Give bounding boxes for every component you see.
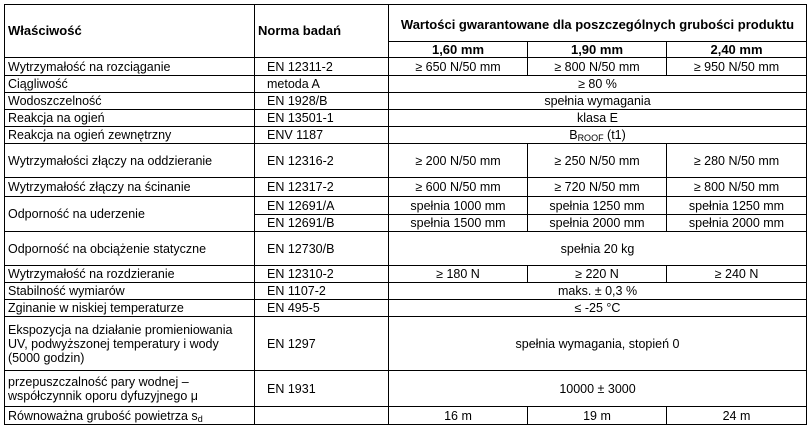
property-cell: przepuszczalność pary wodnej – współczynnik oporu dyfuzyjnego μ (5, 371, 255, 407)
value-cell: spełnia 20 kg (389, 232, 807, 266)
value-cell: ≤ -25 °C (389, 300, 807, 317)
property-cell: Ciągliwość (5, 76, 255, 93)
broof-subscript: ROOF (577, 133, 604, 143)
property-cell: Odporność na uderzenie (5, 197, 255, 232)
norm-cell: metoda A (255, 76, 389, 93)
property-cell: Wodoszczelność (5, 93, 255, 110)
value-cell: 16 m (389, 407, 528, 425)
norm-cell: EN 12730/B (255, 232, 389, 266)
norm-cell (255, 407, 389, 425)
table-row (5, 144, 807, 178)
property-cell (5, 407, 255, 425)
value-cell: maks. ± 0,3 % (389, 283, 807, 300)
table-row (5, 371, 807, 407)
value-cell: 24 m (667, 407, 807, 425)
table-row (5, 317, 807, 371)
value-cell: ≥ 240 N (667, 266, 807, 283)
header-thickness-3: 2,40 mm (667, 42, 807, 58)
property-cell: Odporność na obciążenie statyczne (5, 232, 255, 266)
value-cell: ≥ 800 N/50 mm (667, 178, 807, 197)
norm-cell: EN 12316-2 (255, 144, 389, 178)
table-row (5, 58, 807, 76)
norm-cell: EN 495-5 (255, 300, 389, 317)
header-values-title: Wartości gwarantowane dla poszczególnych grubości produktu (389, 5, 807, 42)
table-row (5, 407, 807, 425)
properties-table (4, 4, 807, 425)
norm-cell: EN 1297 (255, 317, 389, 371)
norm-cell: EN 1931 (255, 371, 389, 407)
value-cell: spełnia 1250 mm (528, 197, 667, 215)
property-main: Równoważna grubość powietrza s (8, 408, 198, 423)
value-cell: 19 m (528, 407, 667, 425)
value-cell: ≥ 650 N/50 mm (389, 58, 528, 76)
table-row (5, 266, 807, 283)
table-row (5, 178, 807, 197)
value-cell: spełnia 2000 mm (528, 215, 667, 232)
property-cell: Wytrzymałość na rozdzieranie (5, 266, 255, 283)
value-cell: spełnia 2000 mm (667, 215, 807, 232)
broof-main: B (569, 128, 578, 142)
property-cell: Stabilność wymiarów (5, 283, 255, 300)
value-cell: ≥ 250 N/50 mm (528, 144, 667, 178)
value-cell: klasa E (389, 110, 807, 127)
value-cell: spełnia 1250 mm (667, 197, 807, 215)
value-cell: ≥ 280 N/50 mm (667, 144, 807, 178)
value-cell: ≥ 80 % (389, 76, 807, 93)
value-cell: ≥ 600 N/50 mm (389, 178, 528, 197)
value-cell: ≥ 720 N/50 mm (528, 178, 667, 197)
property-subscript: d (197, 413, 203, 424)
value-cell: spełnia wymagania, stopień 0 (389, 317, 807, 371)
table-row (5, 300, 807, 317)
table-row (5, 127, 807, 144)
value-cell: ≥ 950 N/50 mm (667, 58, 807, 76)
value-cell: ≥ 180 N (389, 266, 528, 283)
norm-cell: ENV 1187 (255, 127, 389, 144)
property-cell: Reakcja na ogień (5, 110, 255, 127)
table-row (5, 283, 807, 300)
table-row (5, 110, 807, 127)
broof-tail: (t1) (603, 128, 626, 142)
norm-cell: EN 1107-2 (255, 283, 389, 300)
value-cell: spełnia wymagania (389, 93, 807, 110)
value-cell: spełnia 1500 mm (389, 215, 528, 232)
norm-cell: EN 12691/A (255, 197, 389, 215)
norm-cell: EN 12310-2 (255, 266, 389, 283)
value-cell: spełnia 1000 mm (389, 197, 528, 215)
property-cell: Wytrzymałości złączy na oddzieranie (5, 144, 255, 178)
table-row (5, 232, 807, 266)
table-row (5, 197, 807, 215)
property-cell: Reakcja na ogień zewnętrzny (5, 127, 255, 144)
property-cell: Zginanie w niskiej temperaturze (5, 300, 255, 317)
header-thickness-1: 1,60 mm (389, 42, 528, 58)
value-cell: ≥ 200 N/50 mm (389, 144, 528, 178)
value-cell (389, 127, 807, 144)
norm-cell: EN 1928/B (255, 93, 389, 110)
table-row (5, 76, 807, 93)
norm-cell: EN 12317-2 (255, 178, 389, 197)
table-row (5, 93, 807, 110)
header-property: Właściwość (5, 5, 255, 58)
header-thickness-2: 1,90 mm (528, 42, 667, 58)
norm-cell: EN 13501-1 (255, 110, 389, 127)
property-cell: Wytrzymałość złączy na ścinanie (5, 178, 255, 197)
norm-cell: EN 12311-2 (255, 58, 389, 76)
property-cell: Ekspozycja na działanie promieniowania UV, podwyższonej temperatury i wody (5000 godzin) (5, 317, 255, 371)
header-norm: Norma badań (255, 5, 389, 58)
value-cell: ≥ 800 N/50 mm (528, 58, 667, 76)
value-cell: 10000 ± 3000 (389, 371, 807, 407)
value-cell: ≥ 220 N (528, 266, 667, 283)
norm-cell: EN 12691/B (255, 215, 389, 232)
property-cell: Wytrzymałość na rozciąganie (5, 58, 255, 76)
